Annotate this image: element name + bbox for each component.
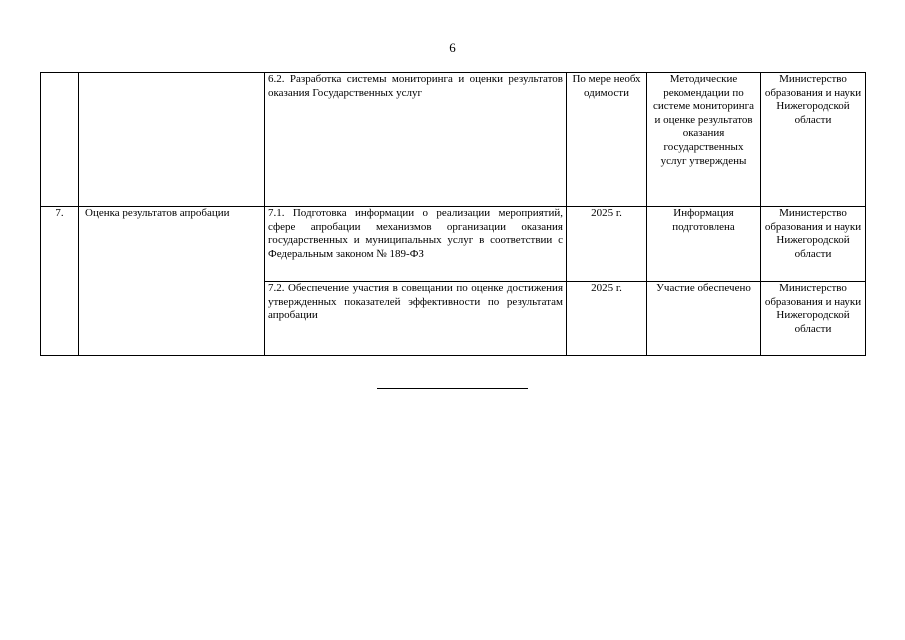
table-row [41,207,866,282]
result-cell: Методические рекомендации по системе мониторинга и оценке результатов оказания государственных услуг утверждены [647,73,761,207]
end-of-document-rule [377,388,528,389]
stage-cell [79,73,265,207]
row-number-cell: 7. [41,207,79,356]
responsible-cell: Министерство образования и науки Нижегородской области [761,73,866,207]
table-row [41,73,866,207]
result-cell: Информация подготовлена [647,207,761,282]
plan-table [40,72,866,356]
activity-cell: 7.1. Подготовка информации о реализации мероприятий, сфере апробации механизмов организации оказания государственных и муниципальных услуг в соответствии с Федеральным законом № 189-ФЗ [265,207,567,282]
row-number-cell [41,73,79,207]
deadline-cell: 2025 г. [567,282,647,356]
result-cell: Участие обеспечено [647,282,761,356]
activity-cell: 7.2. Обеспечение участия в совещании по оценке достижения утвержденных показателей эффективности по результатам апробации [265,282,567,356]
page-number: 6 [449,40,456,55]
deadline-cell: 2025 г. [567,207,647,282]
stage-cell: Оценка результатов апробации [79,207,265,356]
activity-cell: 6.2. Разработка системы мониторинга и оценки результатов оказания Государственных услуг [265,73,567,207]
responsible-cell: Министерство образования и науки Нижегородской области [761,207,866,282]
deadline-cell: По мере необходимости [567,73,647,207]
responsible-cell: Министерство образования и науки Нижегородской области [761,282,866,356]
